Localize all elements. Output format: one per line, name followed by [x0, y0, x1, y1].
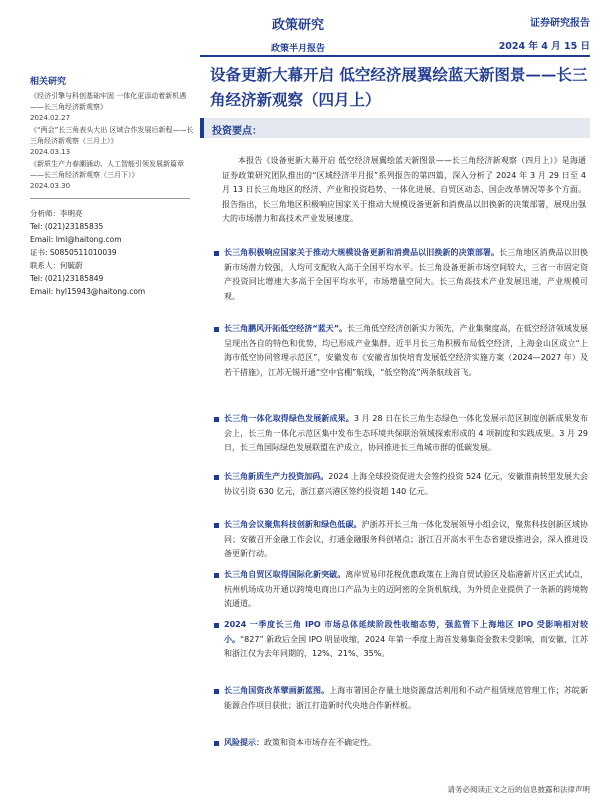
bullet-highlight: 长三角新质生产力投资加码。 — [224, 472, 329, 481]
contact-tel: Tel: (021)23185849 — [30, 274, 104, 283]
bullet-body: “827” 新政后全国 IPO 明显收缩，2024 年第一季度上海首发募集资金数未受影响，而安徽、江苏和浙江仅为去年同期的，12%、21%、35%。 — [224, 634, 588, 658]
related-item-title: 《新质生产力春潮涌动、人工智能引领发展新篇章——长三角经济新观察（三月下）》 — [30, 160, 184, 179]
sidebar-divider — [30, 198, 190, 199]
bullet-body: 长三角地区消费品以旧换新市场潜力较强，人均可支配收入高于全国平均水平。长三角设备更新市场空间较大，三省一市固定资产投资同比增速大多高于全国平均水平，市场增量空间大。长三角高技术产业发展迅速，产业规模可观。 — [224, 248, 589, 301]
bullet-body: 上海市署国企存量土地资源盘活利用和不动产租赁规范管理工作；苏皖新能源合作项目获批；浙江打造新时代央地合作新样板。 — [224, 686, 589, 710]
bullet-item — [214, 246, 588, 304]
bullet-marker-icon — [214, 623, 219, 628]
related-item-title: 《“两会”长三角表头大出 区域合作发展后新程——长三角经济新观察（三月上）》 — [30, 126, 194, 145]
bullet-marker-icon — [214, 475, 219, 480]
related-item[interactable] — [30, 125, 195, 158]
bullet-highlight: 长三角积极响应国家关于推动大规模设备更新和消费品以旧换新的决策部署。 — [224, 248, 500, 257]
bullet-item — [214, 618, 588, 662]
report-title: 设备更新大幕开启 低空经济展翼绘蓝天新图景——长三角经济新观察（四月上） — [210, 65, 588, 109]
bullet-item — [214, 568, 588, 612]
bullet-highlight: 风险提示： — [224, 738, 264, 747]
bullet-marker-icon — [214, 689, 219, 694]
header-divider — [200, 55, 590, 57]
contact-name: 联系人：何毓蔚 — [30, 261, 83, 270]
bullet-highlight: 长三角会议聚焦科技创新和绿色低碳。 — [224, 520, 362, 529]
bullet-highlight: 长三角一体化取得绿色发展新成果。 — [224, 414, 354, 423]
bullet-marker-icon — [214, 741, 219, 746]
report-header-right — [462, 14, 590, 52]
bullet-highlight: 长三角鹏风开拓低空经济“蓝天”。 — [224, 324, 348, 333]
bullet-marker-icon — [214, 523, 219, 528]
section-header-bar — [200, 118, 590, 138]
related-research-title: 相关研究 — [30, 77, 67, 87]
analyst-certificate: 证书: S0850511010039 — [30, 248, 117, 257]
bullet-item — [214, 412, 588, 456]
bullet-marker-icon — [214, 251, 219, 256]
contact-email[interactable]: Email: hyl15943@haitong.com — [30, 287, 146, 296]
bullet-highlight: 长三角自贸区取得国际化新突破。 — [224, 570, 346, 579]
bullet-item — [214, 322, 588, 380]
bullet-item — [214, 736, 588, 751]
sidebar — [30, 74, 195, 298]
analyst-name: 分析师：李明亮 — [30, 209, 83, 218]
related-item[interactable] — [30, 159, 195, 192]
analyst-email[interactable]: Email: lml@haitong.com — [30, 235, 122, 244]
bullet-marker-icon — [214, 417, 219, 422]
bullet-marker-icon — [214, 327, 219, 332]
related-item-date: 2024.02.27 — [30, 114, 71, 122]
bullet-item — [214, 684, 588, 713]
report-header-left — [232, 14, 364, 54]
disclaimer-footer: 请务必阅读正文之后的信息披露和法律声明 — [447, 785, 590, 794]
related-item-title: 《经济引擎与科创基础牢固 一体化更添动着新机遇——长三角经济新观察》 — [30, 92, 187, 111]
related-item-date: 2024.03.30 — [30, 182, 71, 190]
bullet-body: 2024 上海全球投资促进大会签约投资 524 亿元，安徽淮南转型发展大会协议引资 630 亿元，浙江嘉兴港区签约投资超 140 亿元。 — [224, 472, 588, 496]
related-item[interactable] — [30, 91, 195, 124]
brand-label: 证券研究报告 — [530, 18, 590, 29]
analyst-tel: Tel: (021)23185835 — [30, 222, 104, 231]
bullet-body: 离岸贸易印花税优惠政策在上海自贸试验区及临港新片区正式试点，杭州机场成功开通以跨境电商出口产品为主的迈阿密的全货机航线，为外贸企业提供了一条新的跨境物流通道。 — [224, 570, 589, 608]
bullet-body: 3 月 28 日在长三角生态绿色一体化发展示范区制度创新成果发布会上，长三角一体化示范区集中发布生态环境共保联治领域探索形成的 4 项制度和实践成果。3 月 29 日，长三角国际绿色发展联盟在沪成立，协同推进长三角城市群的低碳发展。 — [224, 414, 588, 452]
related-item-date: 2024.03.13 — [30, 148, 71, 156]
bullet-body: 政策和资本市场存在不确定性。 — [264, 738, 376, 747]
bullet-item — [214, 470, 588, 499]
report-category: 政策研究 — [271, 18, 324, 33]
report-date: 2024 年 4 月 15 日 — [498, 41, 590, 52]
bullet-body: 长三角低空经济创新实力领先，产业集聚度高，在低空经济领域发展呈现出各自的特色和优势，均已形成产业集群。近半月长三角积极布局低空经济，上海金山区成立“上海市低空协同管理示范区”，安徽发布《安徽省加快培育发展低空经济实施方案（2024—2027 年）及若干措施》，江苏无锡开通“空中官棚”航线，“低空物流”两条航线首飞。 — [224, 324, 589, 377]
bullet-body: 沪浙苏开长三角一体化发展领导小组会议，聚焦科技创新区域协同；安徽召开金融工作会议，打通金融服务科创堵点；浙江召开高水平生态省建设推进会，深入推进设备更新行动。 — [224, 520, 588, 558]
bullet-highlight: 长三角国资改革擘画新蓝图。 — [224, 686, 330, 695]
intro-paragraph: 本报告《设备更新大幕开启 低空经济展翼绘蓝天新图景——长三角经济新观察（四月上）》是海通证券政策研究团队推出的“区域经济半月报”系列报告的第四篇，深入分析了 2024 年 3 月 29 日至 4 月 13 日长三角地区的经济、产业和投资趋势、一体化进展、自贸区动态、国企改革情况等多个方面。报告指出，长三角地区积极响应国家关于推动大规模设备更新和消费品以旧换新的决策部署，展现出强大的市场潜力和高技术产业发展速度。 — [222, 156, 586, 223]
section-label: 投资要点： — [212, 126, 262, 137]
bullet-marker-icon — [214, 573, 219, 578]
report-subtype: 政策半月报告 — [270, 44, 325, 54]
bullet-highlight: 2024 一季度长三角 IPO 市场总体延续阶段性收缩态势，强监管下上海地区 IPO 受影响相对较小。 — [224, 620, 588, 644]
bullet-item — [214, 518, 588, 562]
